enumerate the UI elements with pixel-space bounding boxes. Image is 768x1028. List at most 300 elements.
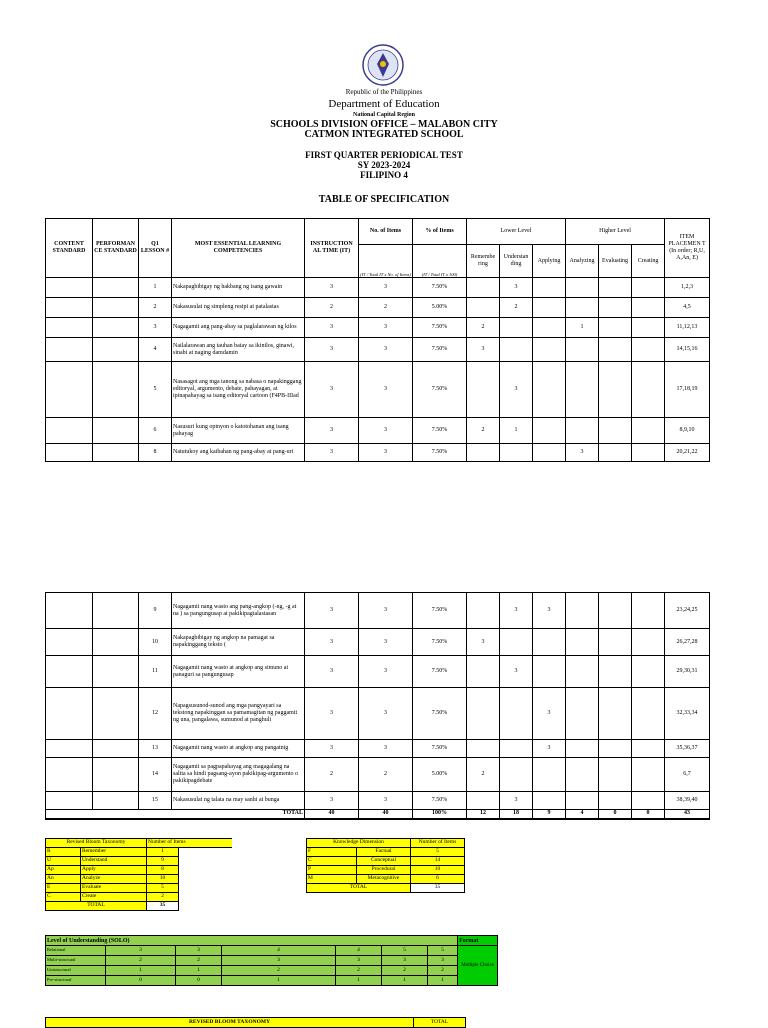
analyzing-cell xyxy=(566,792,599,810)
applying-cell: 3 xyxy=(533,593,566,629)
knowledge-count-cell: 10 xyxy=(411,866,465,875)
table-row xyxy=(46,740,710,758)
competency-cell: Nakasusulat ng simpleng resipi at patalastas xyxy=(172,298,305,318)
knowledge-row xyxy=(307,875,465,884)
remember-cell: 3 xyxy=(467,629,500,656)
col-no-items: No. of Items xyxy=(359,219,413,245)
understand-cell xyxy=(500,740,533,758)
solo-value-cell: 4 xyxy=(222,946,336,956)
bloom-row xyxy=(46,857,232,866)
performance-standard-cell xyxy=(93,338,139,362)
header-school: CATMON INTEGRATED SCHOOL xyxy=(304,129,464,140)
header-region: National Capital Region xyxy=(352,112,415,118)
bloom-empty-cell xyxy=(179,857,232,866)
applying-cell xyxy=(533,444,566,462)
knowledge-total-label: TOTAL xyxy=(307,884,411,893)
bloom-name-cell: Create xyxy=(81,893,147,902)
bloom-count-cell: 5 xyxy=(147,884,179,893)
lesson-number-cell: 8 xyxy=(139,444,172,462)
understand-cell: 3 xyxy=(500,278,533,298)
total-applying: 9 xyxy=(533,810,566,819)
creating-cell xyxy=(632,318,665,338)
bloom-empty-cell xyxy=(179,893,232,902)
evaluating-cell xyxy=(599,318,632,338)
solo-value-cell: 1 xyxy=(222,976,336,986)
bloom-name-cell: Analyze xyxy=(81,875,147,884)
analyzing-cell xyxy=(566,758,599,792)
items-count-cell: 2 xyxy=(359,758,413,792)
bloom-count-header: Number of Items xyxy=(147,839,232,848)
test-title: FIRST QUARTER PERIODICAL TEST xyxy=(305,150,463,160)
solo-format-label: Format xyxy=(458,936,498,946)
creating-cell xyxy=(632,298,665,318)
footer-bloom-table xyxy=(45,1017,466,1028)
content-standard-cell xyxy=(46,688,93,740)
header-department: Department of Education xyxy=(328,98,440,110)
solo-table xyxy=(45,935,498,986)
items-count-cell: 3 xyxy=(359,362,413,418)
analyzing-cell xyxy=(566,656,599,688)
total-understand: 18 xyxy=(500,810,533,819)
knowledge-code-cell: P xyxy=(307,866,357,875)
content-standard-cell xyxy=(46,278,93,298)
understand-cell xyxy=(500,444,533,462)
solo-value-cell: 3 xyxy=(428,956,458,966)
lesson-number-cell: 2 xyxy=(139,298,172,318)
performance-standard-cell xyxy=(93,278,139,298)
understand-cell xyxy=(500,338,533,362)
performance-standard-cell xyxy=(93,298,139,318)
evaluating-cell xyxy=(599,740,632,758)
knowledge-count-cell: 5 xyxy=(411,848,465,857)
understand-cell: 2 xyxy=(500,298,533,318)
understand-cell xyxy=(500,688,533,740)
competency-cell: Nakapagbibigay ng angkop na pamagat sa napakinggang teksto ( xyxy=(172,629,305,656)
bloom-row xyxy=(46,866,232,875)
knowledge-summary-table xyxy=(306,838,465,893)
solo-level-cell: Multi-structural xyxy=(46,956,106,966)
instructional-time-cell: 3 xyxy=(305,444,359,462)
knowledge-row xyxy=(307,866,465,875)
instructional-time-cell: 3 xyxy=(305,593,359,629)
understand-cell: 3 xyxy=(500,362,533,418)
solo-row xyxy=(46,956,498,966)
col-applying: Applying xyxy=(533,245,566,278)
understand-cell: 1 xyxy=(500,418,533,444)
items-percent-cell: 7.50% xyxy=(413,656,467,688)
col-creating: Creating xyxy=(632,245,665,278)
content-standard-cell xyxy=(46,318,93,338)
performance-standard-cell xyxy=(93,758,139,792)
remember-cell xyxy=(467,362,500,418)
applying-cell xyxy=(533,298,566,318)
solo-value-cell: 3 xyxy=(222,956,336,966)
creating-cell xyxy=(632,740,665,758)
content-standard-cell xyxy=(46,758,93,792)
competency-cell: Natutukoy ang kaibahan ng pang-abay at pang-uri xyxy=(172,444,305,462)
table-row xyxy=(46,278,710,298)
item-placement-cell: 29,30,31 xyxy=(665,656,710,688)
solo-value-cell: 2 xyxy=(382,966,428,976)
knowledge-code-cell: F xyxy=(307,848,357,857)
items-percent-cell: 5.00% xyxy=(413,758,467,792)
solo-value-cell: 1 xyxy=(428,976,458,986)
lesson-number-cell: 15 xyxy=(139,792,172,810)
analyzing-cell xyxy=(566,278,599,298)
evaluating-cell xyxy=(599,593,632,629)
bloom-name-cell: Understand xyxy=(81,857,147,866)
instructional-time-cell: 3 xyxy=(305,688,359,740)
bloom-count-cell: 9 xyxy=(147,857,179,866)
creating-cell xyxy=(632,338,665,362)
table-row xyxy=(46,418,710,444)
solo-value-cell: 4 xyxy=(336,946,382,956)
total-evaluating: 0 xyxy=(599,810,632,819)
understand-cell: 3 xyxy=(500,593,533,629)
applying-cell xyxy=(533,278,566,298)
analyzing-cell xyxy=(566,740,599,758)
instructional-time-cell: 3 xyxy=(305,656,359,688)
items-count-cell: 3 xyxy=(359,338,413,362)
item-placement-cell: 4,5 xyxy=(665,298,710,318)
remember-cell xyxy=(467,444,500,462)
header-republic: Republic of the Philippines xyxy=(345,88,423,96)
understand-cell xyxy=(500,629,533,656)
items-percent-cell: 7.50% xyxy=(413,444,467,462)
creating-cell xyxy=(632,444,665,462)
evaluating-cell xyxy=(599,278,632,298)
competency-cell: Nakasusulat ng talata na may sanhi at bunga xyxy=(172,792,305,810)
items-count-cell: 3 xyxy=(359,418,413,444)
col-item-placement: ITEM PLACEMEN T (In order; R,U, A,An, E) xyxy=(665,219,710,278)
table-row xyxy=(46,758,710,792)
item-placement-cell: 14,15,16 xyxy=(665,338,710,362)
solo-level-cell: Unistructural xyxy=(46,966,106,976)
lesson-number-cell: 12 xyxy=(139,688,172,740)
bloom-name-cell: Evaluate xyxy=(81,884,147,893)
table-row xyxy=(46,792,710,810)
total-remember: 12 xyxy=(467,810,500,819)
bloom-name-cell: Apply xyxy=(81,866,147,875)
creating-cell xyxy=(632,792,665,810)
analyzing-cell xyxy=(566,362,599,418)
solo-value-cell: 3 xyxy=(382,956,428,966)
content-standard-cell xyxy=(46,418,93,444)
items-count-cell: 3 xyxy=(359,792,413,810)
content-standard-cell xyxy=(46,629,93,656)
knowledge-header: Knowledge Dimension xyxy=(307,839,411,848)
header-division: SCHOOLS DIVISION OFFICE – MALABON CITY xyxy=(270,119,498,130)
items-count-cell: 3 xyxy=(359,444,413,462)
col-remembering: Remembe ring xyxy=(467,245,500,278)
solo-value-cell: 3 xyxy=(176,946,222,956)
remember-cell xyxy=(467,298,500,318)
performance-standard-cell xyxy=(93,629,139,656)
analyzing-cell xyxy=(566,338,599,362)
knowledge-code-cell: M xyxy=(307,875,357,884)
col-understanding: Understan ding xyxy=(500,245,533,278)
total-analyzing: 4 xyxy=(566,810,599,819)
solo-row xyxy=(46,976,498,986)
competency-cell: Napagsusunod-sunod ang mga pangyayari sa tekstong napakinggan sa pamamagitan ng paggamit ng una, pangalawa, sumunod at panghuli xyxy=(172,688,305,740)
tos-table-page1 xyxy=(45,218,710,462)
remember-cell xyxy=(467,740,500,758)
performance-standard-cell xyxy=(93,444,139,462)
content-standard-cell xyxy=(46,593,93,629)
evaluating-cell xyxy=(599,418,632,444)
deped-seal-logo xyxy=(362,44,404,86)
solo-value-cell: 0 xyxy=(176,976,222,986)
bloom-count-cell: 8 xyxy=(147,866,179,875)
col-analyzing: Analyzing xyxy=(566,245,599,278)
solo-value-cell: 2 xyxy=(176,956,222,966)
items-count-cell: 3 xyxy=(359,629,413,656)
knowledge-count-header: Number of Items xyxy=(411,839,465,848)
bloom-header: Revised Bloom Taxonomy xyxy=(46,839,147,848)
creating-cell xyxy=(632,362,665,418)
evaluating-cell xyxy=(599,629,632,656)
evaluating-cell xyxy=(599,688,632,740)
competency-cell: Nakapagbibigay ng hakbang ng isang gawain xyxy=(172,278,305,298)
bloom-count-cell: 1 xyxy=(147,848,179,857)
solo-value-cell: 3 xyxy=(336,956,382,966)
solo-row xyxy=(46,966,498,976)
lesson-number-cell: 5 xyxy=(139,362,172,418)
performance-standard-cell xyxy=(93,593,139,629)
creating-cell xyxy=(632,656,665,688)
item-placement-cell: 8,9,10 xyxy=(665,418,710,444)
competency-cell: Nasasagot ang mga tanong sa nabasa o napakinggang editoryal, argumento, debate, pahayagan, at ipinapahayag sa isang editoryal cartoon (F4PB-IIIad xyxy=(172,362,305,418)
applying-cell xyxy=(533,758,566,792)
performance-standard-cell xyxy=(93,792,139,810)
content-standard-cell xyxy=(46,656,93,688)
lesson-number-cell: 13 xyxy=(139,740,172,758)
bloom-name-cell: Remember xyxy=(81,848,147,857)
solo-value-cell: 1 xyxy=(336,976,382,986)
percent-formula: (IT / Total IT x 100) xyxy=(413,245,467,278)
lesson-number-cell: 1 xyxy=(139,278,172,298)
remember-cell: 2 xyxy=(467,418,500,444)
solo-level-cell: Relational xyxy=(46,946,106,956)
instructional-time-cell: 3 xyxy=(305,318,359,338)
table-row xyxy=(46,688,710,740)
applying-cell xyxy=(533,418,566,444)
instructional-time-cell: 3 xyxy=(305,338,359,362)
items-percent-cell: 7.50% xyxy=(413,318,467,338)
col-evaluating: Evaluating xyxy=(599,245,632,278)
performance-standard-cell xyxy=(93,362,139,418)
instructional-time-cell: 3 xyxy=(305,418,359,444)
items-percent-cell: 5.00% xyxy=(413,298,467,318)
instructional-time-cell: 3 xyxy=(305,740,359,758)
table-row xyxy=(46,444,710,462)
content-standard-cell xyxy=(46,298,93,318)
bloom-row xyxy=(46,893,232,902)
performance-standard-cell xyxy=(93,656,139,688)
lesson-number-cell: 6 xyxy=(139,418,172,444)
bloom-row xyxy=(46,875,232,884)
total-it: 40 xyxy=(305,810,359,819)
table-row xyxy=(46,629,710,656)
performance-standard-cell xyxy=(93,688,139,740)
instructional-time-cell: 2 xyxy=(305,758,359,792)
bloom-code-cell: U xyxy=(46,857,81,866)
knowledge-row xyxy=(307,848,465,857)
table-row xyxy=(46,338,710,362)
col-lower-level: Lower Level xyxy=(467,219,566,245)
bloom-empty-cell xyxy=(179,848,232,857)
remember-cell xyxy=(467,656,500,688)
solo-value-cell: 2 xyxy=(222,966,336,976)
col-performance-standard: PERFORMAN CE STANDARD xyxy=(93,219,139,278)
items-count-cell: 3 xyxy=(359,593,413,629)
knowledge-count-cell: 14 xyxy=(411,857,465,866)
applying-cell: 3 xyxy=(533,740,566,758)
creating-cell xyxy=(632,593,665,629)
item-placement-cell: 26,27,28 xyxy=(665,629,710,656)
creating-cell xyxy=(632,278,665,298)
items-percent-cell: 7.50% xyxy=(413,593,467,629)
item-placement-cell: 6,7 xyxy=(665,758,710,792)
bloom-row xyxy=(46,848,232,857)
items-percent-cell: 7.50% xyxy=(413,629,467,656)
instructional-time-cell: 3 xyxy=(305,792,359,810)
evaluating-cell xyxy=(599,444,632,462)
table-row xyxy=(46,656,710,688)
content-standard-cell xyxy=(46,792,93,810)
instructional-time-cell: 2 xyxy=(305,298,359,318)
items-count-cell: 3 xyxy=(359,278,413,298)
col-percent-items: % of Items xyxy=(413,219,467,245)
solo-format-value: Multiple Choice xyxy=(458,946,498,986)
total-row xyxy=(46,810,710,819)
items-percent-cell: 7.50% xyxy=(413,418,467,444)
instructional-time-cell: 3 xyxy=(305,629,359,656)
col-lesson: Q1 LESSON # xyxy=(139,219,172,278)
item-placement-cell: 23,24,25 xyxy=(665,593,710,629)
solo-value-cell: 0 xyxy=(106,976,176,986)
lesson-number-cell: 9 xyxy=(139,593,172,629)
items-count-cell: 3 xyxy=(359,656,413,688)
items-count-cell: 2 xyxy=(359,298,413,318)
item-placement-cell: 32,33,34 xyxy=(665,688,710,740)
content-standard-cell xyxy=(46,444,93,462)
item-placement-cell: 20,21,22 xyxy=(665,444,710,462)
evaluating-cell xyxy=(599,362,632,418)
remember-cell xyxy=(467,593,500,629)
competency-cell: Nagagamit nang wasto at angkop ang simuno at panaguri sa pangungusap xyxy=(172,656,305,688)
school-year: SY 2023-2024 xyxy=(357,160,411,170)
items-percent-cell: 7.50% xyxy=(413,362,467,418)
item-placement-cell: 11,12,13 xyxy=(665,318,710,338)
col-content-standard: CONTENT STANDARD xyxy=(46,219,93,278)
solo-value-cell: 2 xyxy=(428,966,458,976)
bloom-code-cell: E xyxy=(46,884,81,893)
knowledge-name-cell: Metacognitive xyxy=(357,875,411,884)
subject: FILIPINO 4 xyxy=(360,170,408,180)
knowledge-row xyxy=(307,857,465,866)
lesson-number-cell: 11 xyxy=(139,656,172,688)
remember-cell: 2 xyxy=(467,758,500,792)
applying-cell xyxy=(533,318,566,338)
knowledge-total: 35 xyxy=(411,884,465,893)
total-placement: 43 xyxy=(665,810,710,819)
applying-cell xyxy=(533,338,566,362)
table-row xyxy=(46,362,710,418)
creating-cell xyxy=(632,418,665,444)
understand-cell: 3 xyxy=(500,656,533,688)
competency-cell: Nagagamit ang pang-abay sa paglalarawan ng kilos xyxy=(172,318,305,338)
remember-cell xyxy=(467,278,500,298)
bloom-empty-cell xyxy=(179,884,232,893)
total-percent: 100% xyxy=(413,810,467,819)
understand-cell xyxy=(500,758,533,792)
total-creating: 0 xyxy=(632,810,665,819)
performance-standard-cell xyxy=(93,318,139,338)
items-percent-cell: 7.50% xyxy=(413,792,467,810)
lesson-number-cell: 14 xyxy=(139,758,172,792)
solo-value-cell: 1 xyxy=(382,976,428,986)
bloom-code-cell: C xyxy=(46,893,81,902)
content-standard-cell xyxy=(46,362,93,418)
remember-cell xyxy=(467,792,500,810)
bloom-summary-table xyxy=(45,838,232,911)
table-title: TABLE OF SPECIFICATION xyxy=(318,194,450,205)
solo-value-cell: 5 xyxy=(382,946,428,956)
bloom-code-cell: Ap xyxy=(46,866,81,875)
items-percent-cell: 7.50% xyxy=(413,688,467,740)
knowledge-name-cell: Factual xyxy=(357,848,411,857)
items-percent-cell: 7.50% xyxy=(413,740,467,758)
solo-level-cell: Pre-structural xyxy=(46,976,106,986)
footer-total-label: TOTAL xyxy=(414,1018,466,1028)
bloom-code-cell: R xyxy=(46,848,81,857)
applying-cell xyxy=(533,656,566,688)
table-row xyxy=(46,318,710,338)
bloom-count-cell: 10 xyxy=(147,875,179,884)
solo-value-cell: 2 xyxy=(336,966,382,976)
competency-cell: Nagagamit nang wasto ang pang-angkop (-ng, -g at na ) sa pangungusap at pakikipagtalastasan xyxy=(172,593,305,629)
items-percent-cell: 7.50% xyxy=(413,278,467,298)
analyzing-cell xyxy=(566,593,599,629)
total-items: 40 xyxy=(359,810,413,819)
remember-cell: 3 xyxy=(467,338,500,362)
content-standard-cell xyxy=(46,338,93,362)
lesson-number-cell: 3 xyxy=(139,318,172,338)
remember-cell xyxy=(467,688,500,740)
col-instructional-time: INSTRUCTION AL TIME (IT) xyxy=(305,219,359,278)
bloom-total-label: TOTAL xyxy=(46,902,147,911)
items-count-cell: 3 xyxy=(359,740,413,758)
table-row xyxy=(46,298,710,318)
item-placement-cell: 38,39,40 xyxy=(665,792,710,810)
evaluating-cell xyxy=(599,656,632,688)
item-placement-cell: 1,2,3 xyxy=(665,278,710,298)
understand-cell xyxy=(500,318,533,338)
evaluating-cell xyxy=(599,792,632,810)
solo-value-cell: 2 xyxy=(106,956,176,966)
col-melc: MOST ESSENTIAL LEARNING COMPETENCIES xyxy=(172,219,305,278)
items-count-cell: 3 xyxy=(359,318,413,338)
competency-cell: Nailalarawan ang tauhan batay sa ikinilos, ginawi, sinabi at naging damdamin xyxy=(172,338,305,362)
solo-value-cell: 5 xyxy=(428,946,458,956)
competency-cell: Nagagamit nang wasto at angkop ang pangatnig xyxy=(172,740,305,758)
solo-value-cell: 1 xyxy=(106,966,176,976)
analyzing-cell xyxy=(566,688,599,740)
knowledge-count-cell: 6 xyxy=(411,875,465,884)
table-row xyxy=(46,593,710,629)
item-placement-cell: 35,36,37 xyxy=(665,740,710,758)
